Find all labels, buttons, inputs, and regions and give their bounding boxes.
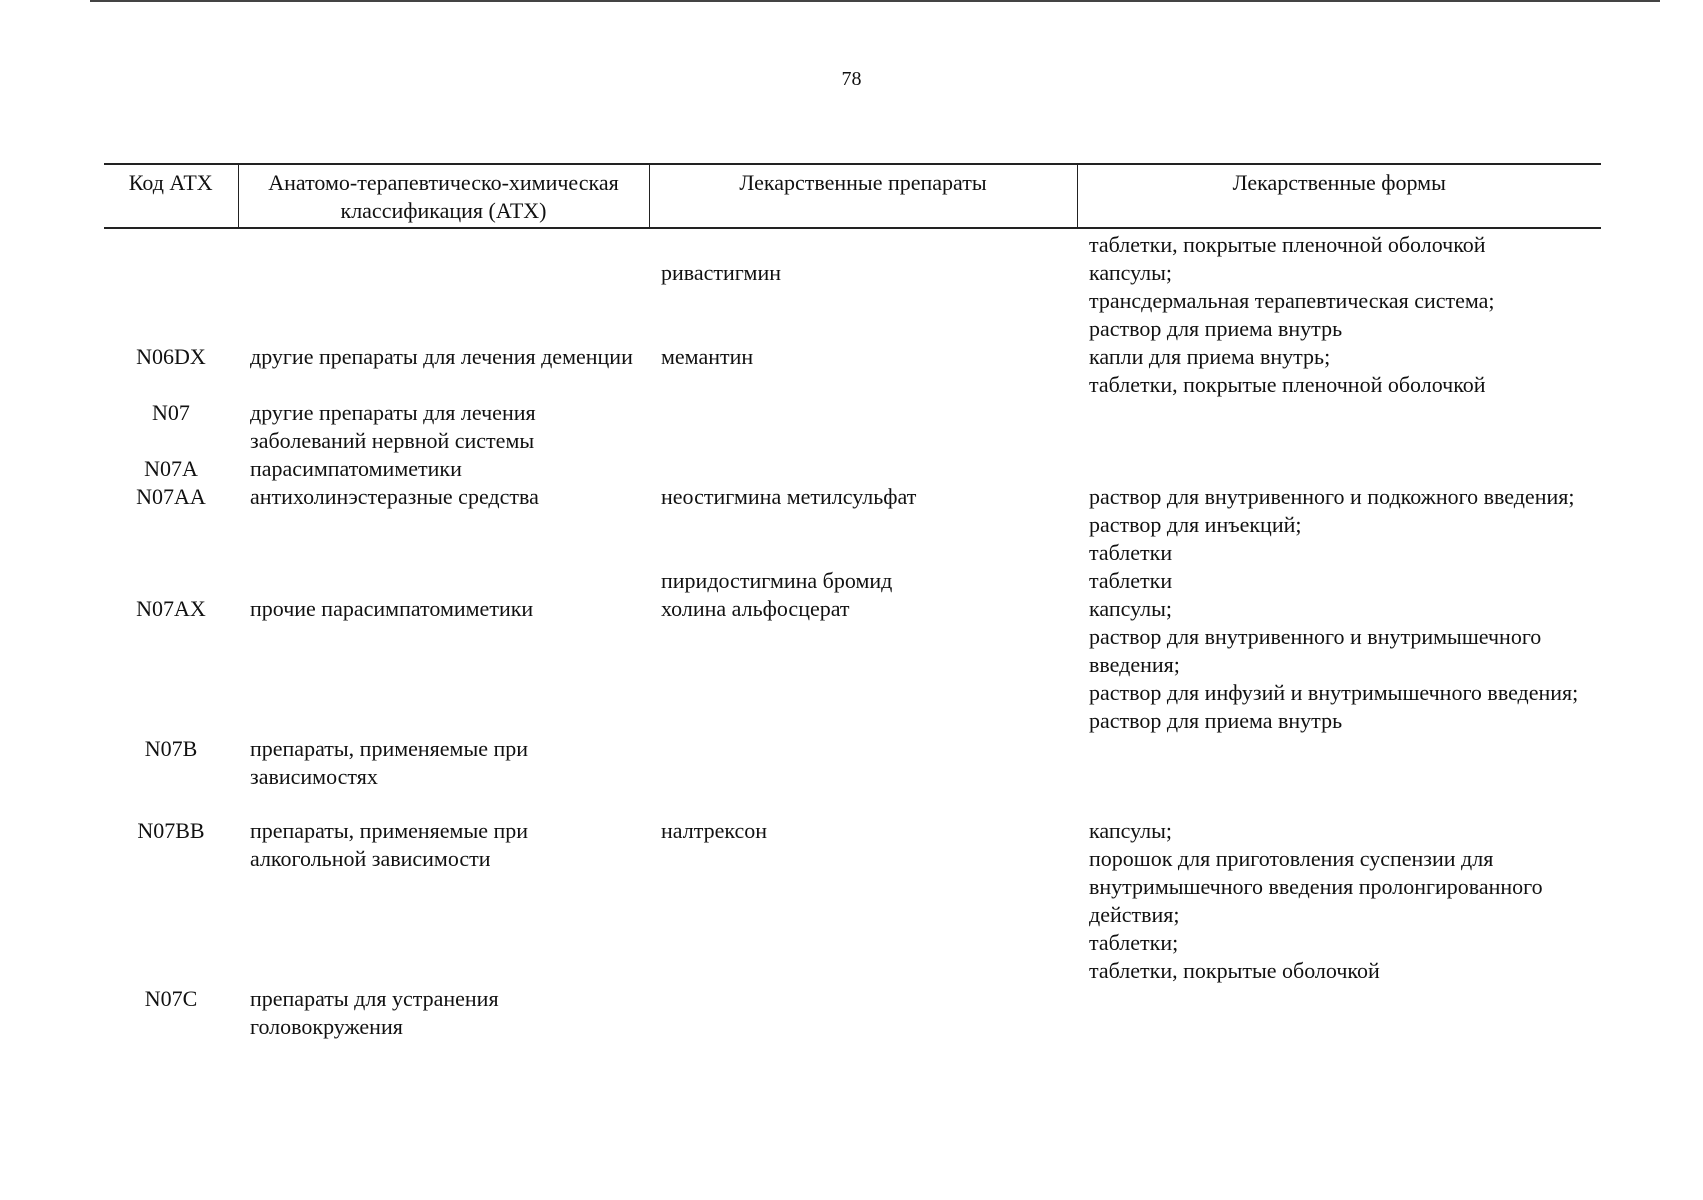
dosage-forms <box>1077 228 1601 259</box>
atc-classification <box>238 567 649 595</box>
drug-name: ривастигмин <box>661 260 781 285</box>
dosage-form-item: таблетки; <box>1089 930 1179 955</box>
header-forms: Лекарственные формы <box>1077 164 1601 228</box>
drug-name <box>649 455 1077 483</box>
dosage-form-item: раствор для приема внутрь <box>1089 708 1343 733</box>
dosage-forms <box>1077 455 1601 483</box>
dosage-form-item: раствор для внутривенного и подкожного введения; <box>1089 484 1575 509</box>
drug-name: налтрексон <box>661 818 768 843</box>
atc-code <box>104 259 238 343</box>
atc-classification: препараты для устранения головокружения <box>250 986 499 1039</box>
atc-code: N07AA <box>136 484 206 509</box>
table-row <box>104 455 1601 483</box>
drug-name: холина альфосцерат <box>661 596 850 621</box>
drug-table <box>104 163 1601 1041</box>
table-body <box>104 228 1601 1041</box>
dosage-forms <box>1077 259 1601 343</box>
atc-code <box>104 228 238 259</box>
atc-code: N07C <box>144 986 198 1011</box>
dosage-forms <box>1077 343 1601 399</box>
dosage-forms <box>1077 399 1601 455</box>
drug-name <box>649 228 1077 259</box>
atc-code: N06DX <box>136 344 206 369</box>
atc-classification <box>238 228 649 259</box>
table-row <box>104 595 1601 735</box>
table-header <box>104 164 1601 228</box>
table-row <box>104 343 1601 399</box>
table-row <box>104 791 1601 985</box>
table-row <box>104 735 1601 791</box>
dosage-forms <box>1077 985 1601 1041</box>
drug-name: пиридостигмина бромид <box>661 568 893 593</box>
drug-table-container <box>104 163 1601 1041</box>
page-number: 78 <box>841 68 862 90</box>
header-code: Код АТХ <box>104 164 238 228</box>
dosage-form-item: раствор для внутривенного и внутримышечного введения; <box>1089 624 1542 677</box>
dosage-form-item: таблетки, покрытые пленочной оболочкой <box>1089 372 1486 397</box>
dosage-form-item: капсулы; <box>1089 596 1172 621</box>
atc-code: N07AX <box>136 596 206 621</box>
dosage-forms <box>1077 567 1601 595</box>
dosage-forms <box>1077 595 1601 735</box>
table-row <box>104 259 1601 343</box>
table-row <box>104 985 1601 1041</box>
dosage-form-item: порошок для приготовления суспензии для внутримышечного введения пролонгированного действия; <box>1089 846 1543 927</box>
dosage-form-item: таблетки, покрытые оболочкой <box>1089 958 1380 983</box>
dosage-forms <box>1077 791 1601 985</box>
dosage-form-item: раствор для приема внутрь <box>1089 316 1343 341</box>
atc-code: N07 <box>152 400 190 425</box>
drug-name <box>649 399 1077 455</box>
dosage-forms <box>1077 735 1601 791</box>
atc-classification: другие препараты для лечения заболеваний нервной системы <box>250 400 536 453</box>
dosage-form-item: капли для приема внутрь; <box>1089 344 1331 369</box>
dosage-forms <box>1077 483 1601 567</box>
table-row <box>104 399 1601 455</box>
table-row <box>104 228 1601 259</box>
header-classification: Анатомо-терапевтическо-химическая классификация (АТХ) <box>238 164 649 228</box>
atc-classification: другие препараты для лечения деменции <box>250 344 633 369</box>
atc-classification: парасимпатомиметики <box>250 456 462 481</box>
atc-code: N07BB <box>137 818 205 843</box>
dosage-form-item: таблетки <box>1089 540 1173 565</box>
drug-name <box>649 985 1077 1041</box>
atc-classification <box>238 259 649 343</box>
dosage-form-item: капсулы; <box>1089 818 1172 843</box>
table-row <box>104 483 1601 567</box>
table-row <box>104 567 1601 595</box>
atc-classification: препараты, применяемые при зависимостях <box>250 736 529 789</box>
dosage-form-item: таблетки <box>1089 568 1173 593</box>
drug-name: неостигмина метилсульфат <box>661 484 917 509</box>
atc-code: N07B <box>144 736 198 761</box>
drug-name: мемантин <box>661 344 754 369</box>
atc-code: N07A <box>144 456 198 481</box>
atc-classification: прочие парасимпатомиметики <box>250 596 534 621</box>
dosage-form-item: таблетки, покрытые пленочной оболочкой <box>1089 232 1486 257</box>
dosage-form-item: раствор для инъекций; <box>1089 512 1302 537</box>
dosage-form-item: капсулы; <box>1089 260 1172 285</box>
drug-name <box>649 735 1077 791</box>
header-drugs: Лекарственные препараты <box>649 164 1077 228</box>
top-rule <box>90 0 1660 2</box>
atc-classification: антихолинэстеразные средства <box>250 484 539 509</box>
dosage-form-item: трансдермальная терапевтическая система; <box>1089 288 1495 313</box>
dosage-form-item: раствор для инфузий и внутримышечного введения; <box>1089 680 1579 705</box>
atc-code <box>104 567 238 595</box>
atc-classification: препараты, применяемые при алкогольной зависимости <box>250 818 529 871</box>
